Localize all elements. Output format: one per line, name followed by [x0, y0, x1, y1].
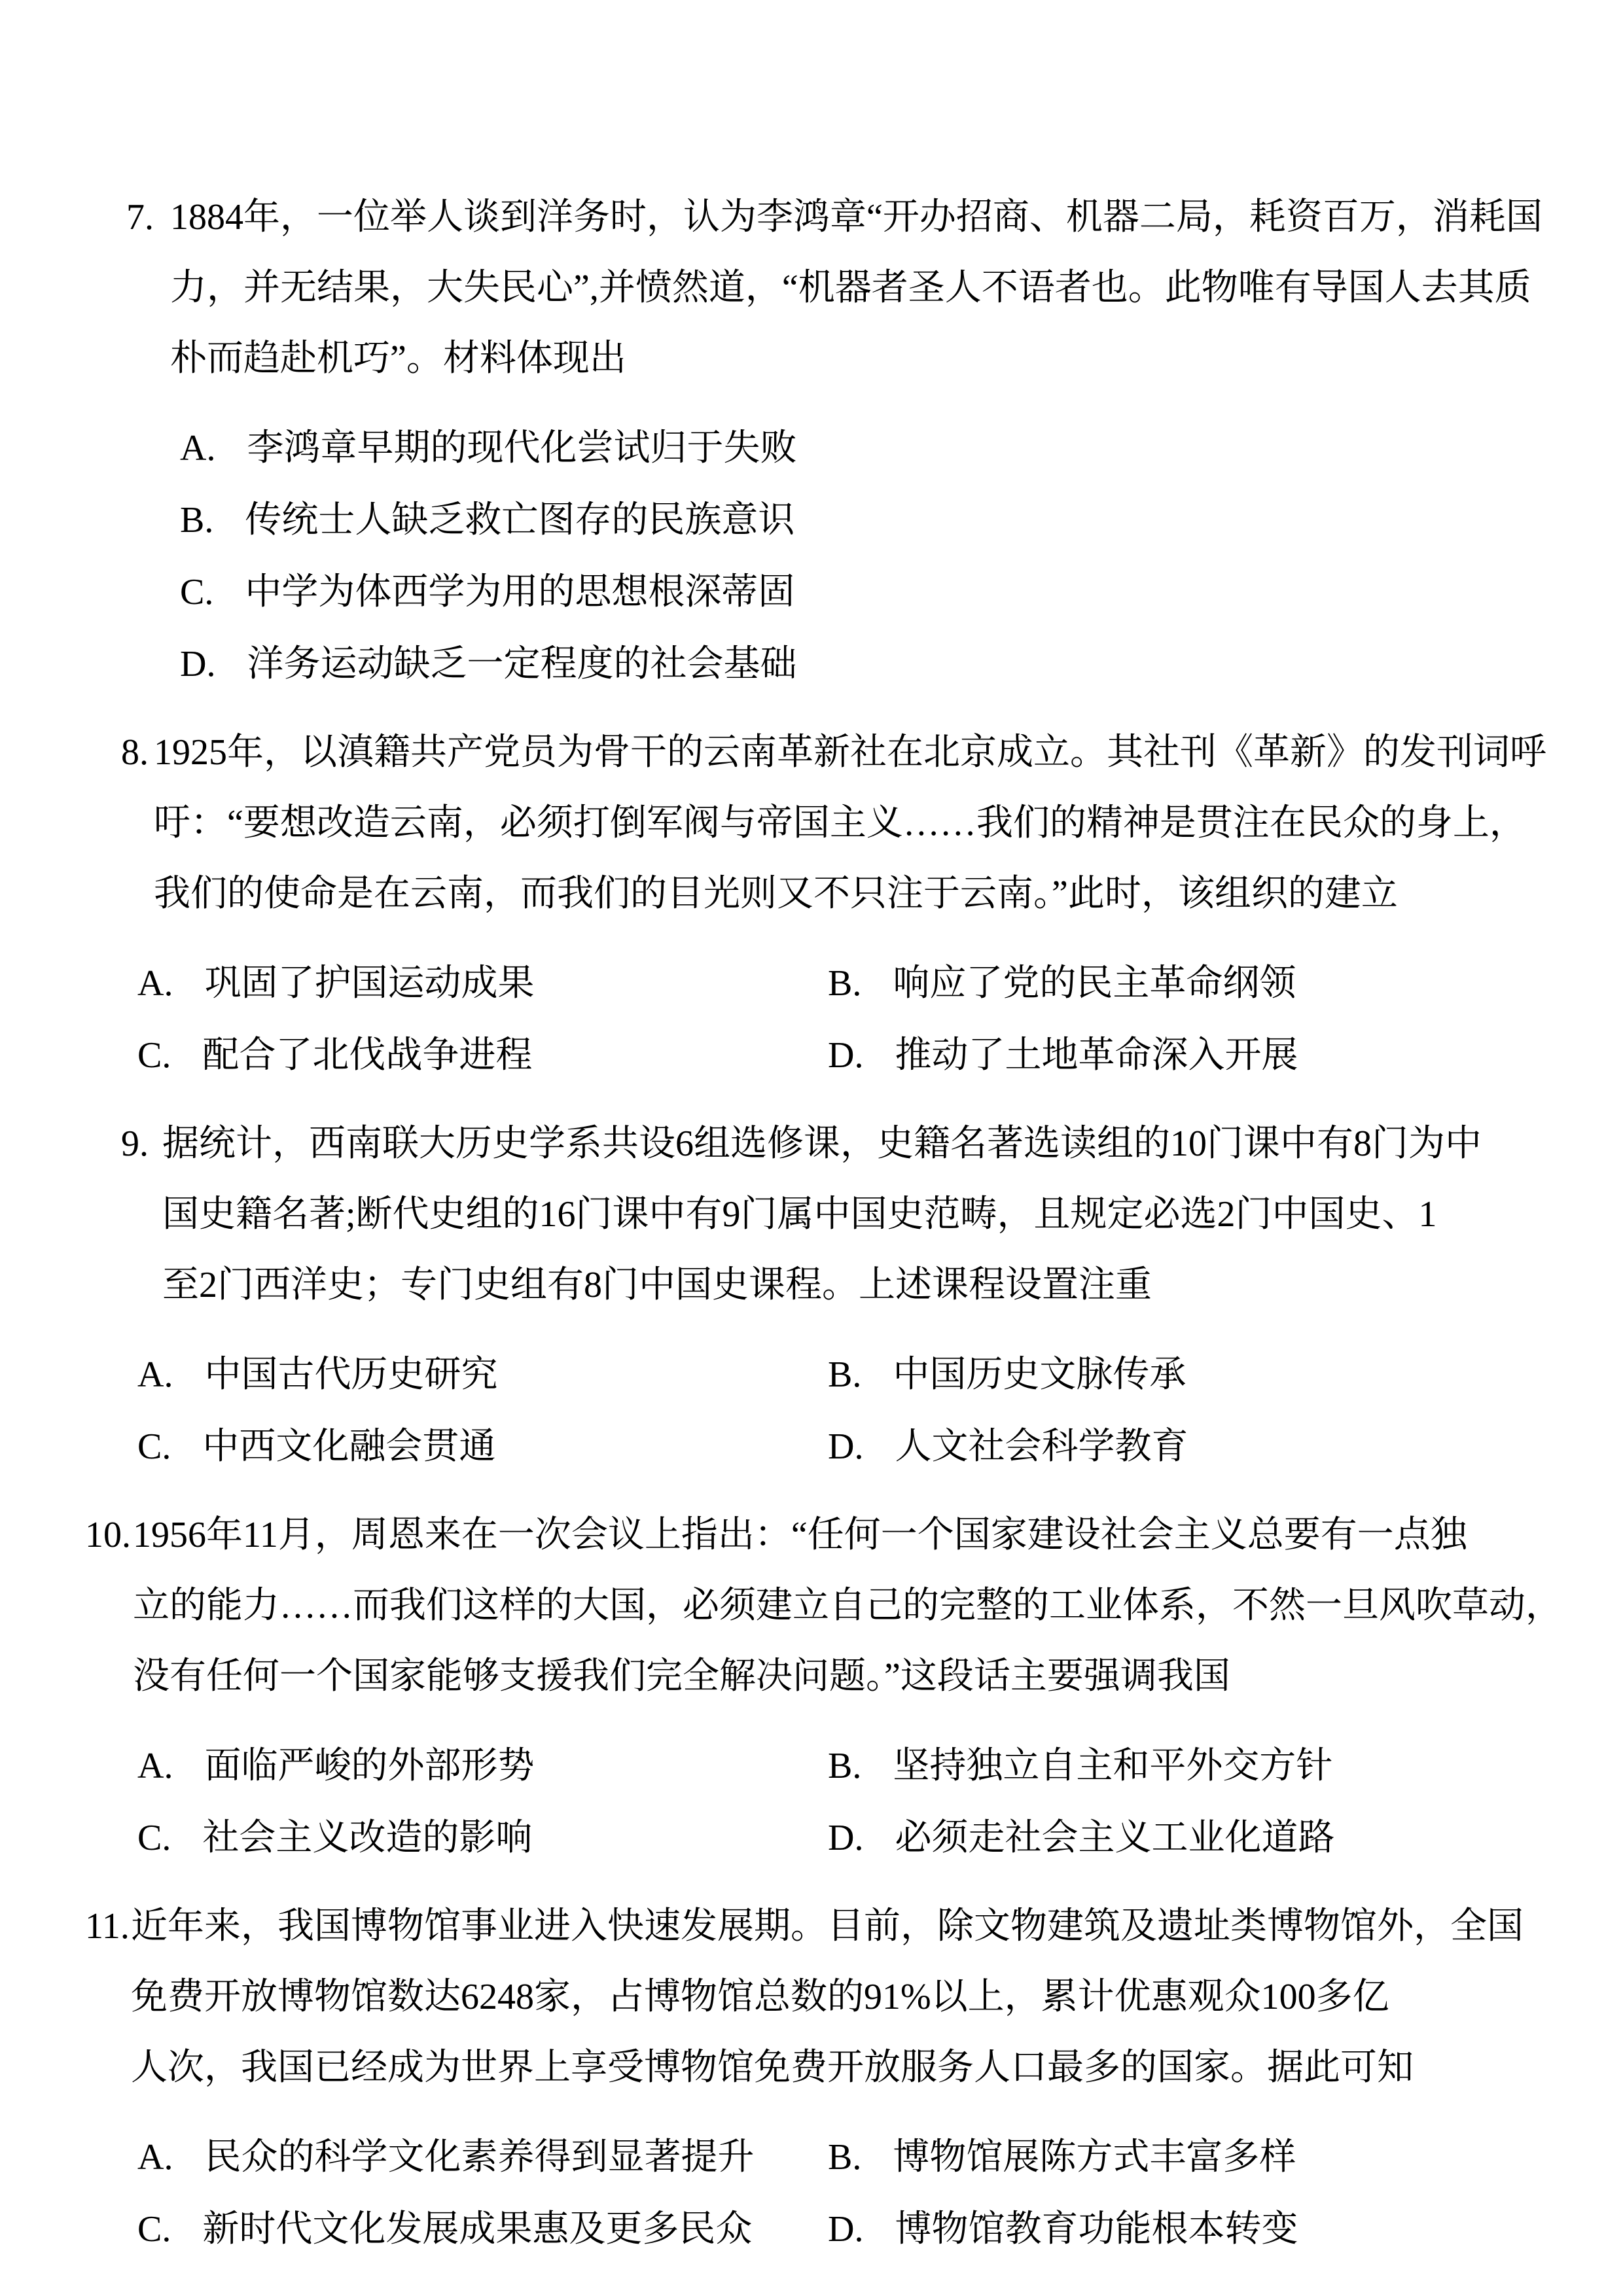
question-number: 7. — [126, 197, 154, 238]
option-c — [85, 1802, 828, 1874]
options-list — [85, 1730, 1502, 1874]
question-number: 9. — [121, 1123, 149, 1164]
option-d — [828, 1019, 1502, 1091]
option-a — [85, 1730, 828, 1802]
stem-text: 没有任何一个国家能够支援我们完全解决问题。”这段话主要强调我国 — [133, 1656, 1230, 1697]
option-b — [828, 1730, 1502, 1802]
question-8 — [85, 717, 1546, 1091]
option-label: C. — [180, 572, 214, 612]
option-a — [85, 947, 828, 1019]
option-a — [85, 1339, 828, 1411]
option-label: B. — [828, 963, 862, 1004]
option-text: 人文社会科学教育 — [895, 1426, 1188, 1467]
stem-text: 人次，我国已经成为世界上享受博物馆免费开放服务人口最多的国家。据此可知 — [131, 2047, 1414, 2088]
option-d — [828, 2193, 1502, 2265]
question-stem-line — [85, 253, 1531, 323]
stem-text: 立的能力……而我们这样的大国，必须建立自己的完整的工业体系，不然一旦风吹草动， — [133, 1585, 1562, 1626]
option-text: 社会主义改造的影响 — [202, 1818, 533, 1858]
option-text: 巩固了护国运动成果 — [204, 963, 535, 1004]
question-stem-line — [85, 858, 1502, 929]
option-label: B. — [828, 1354, 862, 1395]
option-label: D. — [828, 1035, 864, 1076]
question-stem-line — [85, 1891, 1524, 1962]
question-10 — [85, 1500, 1562, 1874]
question-stem-line — [85, 717, 1546, 788]
option-label: A. — [137, 963, 173, 1004]
question-stem-line — [85, 1641, 1502, 1712]
option-d — [828, 1802, 1502, 1874]
stem-text: 国史籍名著;断代史组的16门课中有9门属中国史范畴，且规定必选2门中国史、1 — [162, 1194, 1437, 1235]
option-text: 必须走社会主义工业化道路 — [895, 1818, 1335, 1858]
question-number: 10. — [85, 1515, 131, 1555]
option-c — [85, 1411, 828, 1483]
question-stem-line — [85, 1962, 1502, 2032]
stem-text: 我们的使命是在云南，而我们的目光则又不只注于云南。”此时，该组织的建立 — [154, 874, 1398, 914]
option-label: C. — [137, 2209, 171, 2250]
options-list — [85, 1339, 1502, 1483]
question-7 — [85, 182, 1543, 700]
option-text: 坚持独立自主和平外交方针 — [893, 1746, 1333, 1786]
option-label: A. — [137, 2137, 173, 2178]
option-label: A. — [180, 428, 216, 468]
option-label: B. — [828, 1746, 862, 1786]
option-b — [85, 484, 1502, 556]
options-list — [85, 412, 1502, 700]
option-b — [828, 2121, 1502, 2193]
option-text: 新时代文化发展成果惠及更多民众 — [202, 2209, 753, 2250]
option-text: 中学为体西学为用的思想根深蒂固 — [245, 572, 795, 612]
question-11 — [85, 1891, 1524, 2265]
stem-text: 1884年，一位举人谈到洋务时，认为李鸿章“开办招商、机器二局，耗资百万，消耗国 — [170, 197, 1543, 238]
option-c — [85, 2193, 828, 2265]
stem-text: 朴而趋赴机巧”。材料体现出 — [170, 338, 626, 379]
option-text: 中西文化融会贯通 — [202, 1426, 496, 1467]
option-text: 中国历史文脉传承 — [893, 1354, 1186, 1395]
question-stem-line — [85, 788, 1526, 858]
option-text: 博物馆教育功能根本转变 — [895, 2209, 1298, 2250]
option-a — [85, 412, 1502, 484]
option-text: 推动了土地革命深入开展 — [895, 1035, 1298, 1076]
option-label: D. — [828, 1426, 864, 1467]
options-list — [85, 947, 1502, 1091]
option-label: C. — [137, 1035, 171, 1076]
stem-text: 免费开放博物馆数达6248家，占博物馆总数的91%以上，累计优惠观众100多亿 — [131, 1977, 1389, 2017]
stem-text: 近年来，我国博物馆事业进入快速发展期。目前，除文物建筑及遗址类博物馆外，全国 — [131, 1906, 1524, 1947]
option-d — [828, 1411, 1502, 1483]
question-stem-line — [85, 1500, 1502, 1570]
option-text: 响应了党的民主革命纲领 — [893, 963, 1296, 1004]
option-label: A. — [137, 1746, 173, 1786]
question-stem-line — [85, 1108, 1502, 1179]
stem-text: 至2门西洋史；专门史组有8门中国史课程。上述课程设置注重 — [162, 1265, 1152, 1305]
option-text: 中国古代历史研究 — [204, 1354, 498, 1395]
question-stem-line — [85, 2032, 1502, 2103]
option-label: C. — [137, 1426, 171, 1467]
question-stem-line — [85, 182, 1543, 253]
option-text: 博物馆展陈方式丰富多样 — [893, 2137, 1296, 2178]
option-text: 民众的科学文化素养得到显著提升 — [204, 2137, 755, 2178]
option-label: D. — [180, 644, 216, 684]
question-stem-line — [85, 1250, 1502, 1320]
option-label: A. — [137, 1354, 173, 1395]
options-list — [85, 2121, 1502, 2265]
stem-text: 力，并无结果，大失民心”,并愤然道，“机器者圣人不语者也。此物唯有导国人去其质 — [170, 268, 1531, 308]
option-b — [828, 1339, 1502, 1411]
option-c — [85, 1019, 828, 1091]
option-label: B. — [180, 500, 214, 540]
stem-text: 1956年11月，周恩来在一次会议上指出：“任何一个国家建设社会主义总要有一点独 — [133, 1515, 1467, 1555]
question-stem-line — [85, 1570, 1562, 1641]
option-label: C. — [137, 1818, 171, 1858]
option-a — [85, 2121, 828, 2193]
option-text: 传统士人缺乏救亡图存的民族意识 — [245, 500, 795, 540]
option-label: D. — [828, 2209, 864, 2250]
option-text: 洋务运动缺乏一定程度的社会基础 — [247, 644, 797, 684]
option-b — [828, 947, 1502, 1019]
stem-text: 1925年，以滇籍共产党员为骨干的云南革新社在北京成立。其社刊《革新》的发刊词呼 — [154, 732, 1546, 773]
question-stem-line — [85, 1179, 1502, 1250]
option-text: 配合了北伐战争进程 — [202, 1035, 533, 1076]
option-c — [85, 556, 1502, 628]
question-9 — [85, 1108, 1502, 1483]
option-text: 李鸿章早期的现代化尝试归于失败 — [247, 428, 797, 468]
question-number: 11. — [85, 1906, 130, 1947]
option-label: D. — [828, 1818, 864, 1858]
stem-text: 吁：“要想改造云南，必须打倒军阀与帝国主义……我们的精神是贯注在民众的身上， — [154, 803, 1526, 843]
question-number: 8. — [121, 732, 149, 773]
option-text: 面临严峻的外部形势 — [204, 1746, 535, 1786]
stem-text: 据统计，西南联大历史学系共设6组选修课，史籍名著选读组的10门课中有8门为中 — [162, 1123, 1482, 1164]
option-d — [85, 628, 1502, 700]
question-stem-line — [85, 323, 1502, 394]
option-label: B. — [828, 2137, 862, 2178]
